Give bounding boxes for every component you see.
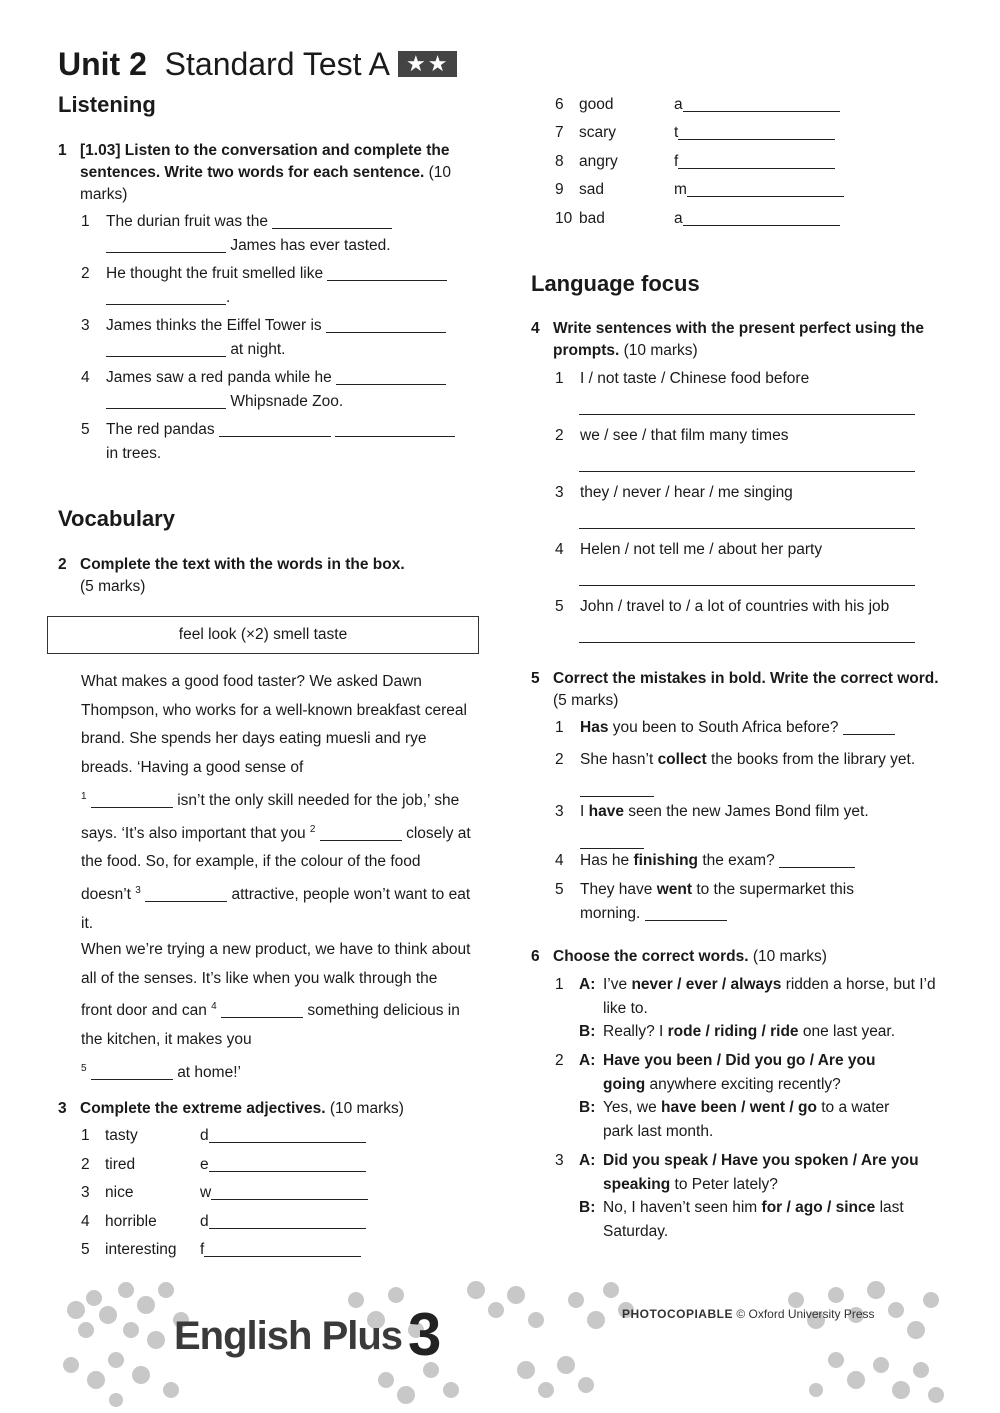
q5-item-2: 2 She hasn’t collect the books from the library yet. — [555, 745, 955, 805]
answer-blank[interactable] — [204, 1240, 361, 1257]
choice-options[interactable]: never / ever / always — [631, 976, 782, 993]
answer-blank[interactable] — [580, 780, 654, 797]
answer-blank[interactable] — [678, 123, 835, 140]
gap-1[interactable] — [91, 791, 173, 808]
q5-item-3: 3 I have seen the new James Bond film yet. — [555, 797, 955, 857]
answer-blank[interactable] — [219, 420, 331, 437]
copyright-notice: PHOTOCOPIABLE © Oxford University Press — [622, 1307, 875, 1321]
answer-blank[interactable] — [106, 288, 226, 305]
q6-instruction: 6 Choose the correct words. (10 marks) — [531, 948, 827, 965]
q3-item: 3 nice w — [81, 1181, 368, 1205]
answer-line[interactable] — [579, 642, 915, 643]
choice-options[interactable]: for / ago / since — [761, 1199, 876, 1216]
answer-blank[interactable] — [336, 368, 446, 385]
answer-blank[interactable] — [843, 718, 895, 735]
choice-options[interactable]: rode / riding / ride — [667, 1023, 799, 1040]
q6-item-2-b: B: Yes, we have been / went / go to a water park last month. — [579, 1099, 890, 1140]
answer-line[interactable] — [579, 585, 915, 586]
q3-item: 10 bad a — [555, 207, 840, 231]
q3-item: 2 tired e — [81, 1153, 366, 1177]
answer-blank[interactable] — [580, 832, 644, 849]
unit-label: Unit 2 — [58, 46, 147, 82]
answer-blank[interactable] — [106, 392, 226, 409]
q4-item-5: 5 John / travel to / a lot of countries with his job — [555, 598, 890, 615]
answer-line[interactable] — [579, 528, 915, 529]
gap-5[interactable] — [91, 1063, 173, 1080]
choice-options[interactable]: Have you been / Did you go / Are you going — [603, 1052, 876, 1093]
q6-item-3-a: A: Did you speak / Have you spoken / Are you speaking to Peter lately? — [579, 1152, 919, 1193]
answer-blank[interactable] — [645, 904, 727, 921]
q3-item: 1 tasty d — [81, 1124, 366, 1148]
answer-blank[interactable] — [683, 95, 840, 112]
q2-paragraph-1: What makes a good food taster? We asked Dawn Thompson, who works for a well-known breakfast cereal brand. She spends her days eating muesli and rye breads. ‘Having a good sense of $^1$ isn’t the only skill needed for the job,’ she says. ‘It’s also important that you $^2$ closely at the food. So, for example, if the colour of the food doesn’t $^3$ attractive, people won’t want to eat it. — [81, 673, 471, 932]
page-title — [58, 46, 457, 83]
answer-blank[interactable] — [209, 1155, 366, 1172]
answer-blank[interactable] — [209, 1212, 366, 1229]
q1-item-1: 1 The durian fruit was the James has ever tasted. — [81, 213, 391, 254]
gap-4[interactable] — [221, 1001, 303, 1018]
q5-item-5: 5 They have went to the supermarket this morning. — [555, 881, 854, 922]
answer-blank[interactable] — [335, 420, 455, 437]
q4-item-2: 2 we / see / that film many times — [555, 427, 789, 444]
section-listening: Listening — [58, 92, 156, 117]
q3-item: 8 angry f — [555, 150, 835, 174]
q4-item-3: 3 they / never / hear / me singing — [555, 484, 793, 501]
q3-item: 7 scary t — [555, 121, 835, 145]
q1-instruction: 1 [1.03] Listen to the conversation and complete the sentences. Write two words for each sentence. (10 marks) — [58, 142, 451, 203]
q2-paragraph-2: When we’re trying a new product, we have to think about all of the senses. It’s like when you walk through the front door and can $^4$ something delicious in the kitchen, it makes you $^5$ at home!’ — [81, 941, 471, 1081]
q1-item-3: 3 James thinks the Eiffel Tower is at night. — [81, 314, 481, 362]
q2-instruction: 2 Complete the text with the words in the box. (5 marks) — [58, 556, 405, 595]
answer-blank[interactable] — [779, 851, 855, 868]
answer-blank[interactable] — [209, 1126, 366, 1143]
q6-item-1-a: A: I’ve never / ever / always ridden a horse, but I’d like to. — [579, 976, 936, 1017]
section-language-focus: Language focus — [531, 271, 700, 296]
q6-item-2-a: A: Have you been / Did you go / Are you going anywhere exciting recently? — [579, 1052, 876, 1093]
q3-item: 6 good a — [555, 93, 840, 117]
answer-blank[interactable] — [678, 152, 835, 169]
q3-instruction: 3 Complete the extreme adjectives. (10 marks) — [58, 1100, 404, 1117]
answer-line[interactable] — [579, 471, 915, 472]
answer-blank[interactable] — [683, 209, 840, 226]
answer-line[interactable] — [579, 414, 915, 415]
gap-2[interactable] — [320, 824, 402, 841]
q3-item: 5 interesting f — [81, 1238, 361, 1262]
answer-blank[interactable] — [272, 212, 392, 229]
answer-blank[interactable] — [106, 340, 226, 357]
brand-logo: English Plus 3 — [174, 1301, 441, 1368]
difficulty-stars: ★★ — [398, 51, 457, 77]
q1-item-5: 5 The red pandas in trees. — [81, 418, 481, 466]
answer-blank[interactable] — [211, 1183, 368, 1200]
answer-blank[interactable] — [326, 316, 446, 333]
word-box: feel look (×2) smell taste — [47, 616, 479, 654]
q1-item-2: 2 He thought the fruit smelled like . — [81, 262, 481, 310]
answer-blank[interactable] — [327, 264, 447, 281]
q5-item-1: 1 Has you been to South Africa before? — [555, 716, 955, 740]
q6-item-1-b: B: Really? I rode / riding / ride one last year. — [579, 1023, 896, 1040]
q5-item-4: 4 Has he finishing the exam? — [555, 849, 955, 873]
choice-options[interactable]: have been / went / go — [661, 1099, 817, 1116]
q3-item: 9 sad m — [555, 178, 844, 202]
q3-item: 4 horrible d — [81, 1210, 366, 1234]
test-name: Standard Test A — [164, 46, 391, 82]
q5-instruction: 5 Correct the mistakes in bold. Write the correct word. (5 marks) — [531, 670, 939, 709]
q4-instruction: 4 Write sentences with the present perfect using the prompts. (10 marks) — [531, 320, 924, 359]
answer-blank[interactable] — [106, 236, 226, 253]
q6-item-3-b: B: No, I haven’t seen him for / ago / since last Saturday. — [579, 1199, 904, 1240]
q1-item-4: 4 James saw a red panda while he Whipsnade Zoo. — [81, 366, 481, 414]
choice-options[interactable]: Did you speak / Have you spoken / Are you speaking — [603, 1152, 919, 1193]
q4-item-4: 4 Helen / not tell me / about her party — [555, 541, 823, 558]
gap-3[interactable] — [145, 885, 227, 902]
q4-item-1: 1 I / not taste / Chinese food before — [555, 370, 810, 387]
answer-blank[interactable] — [687, 180, 844, 197]
section-vocabulary: Vocabulary — [58, 506, 175, 531]
